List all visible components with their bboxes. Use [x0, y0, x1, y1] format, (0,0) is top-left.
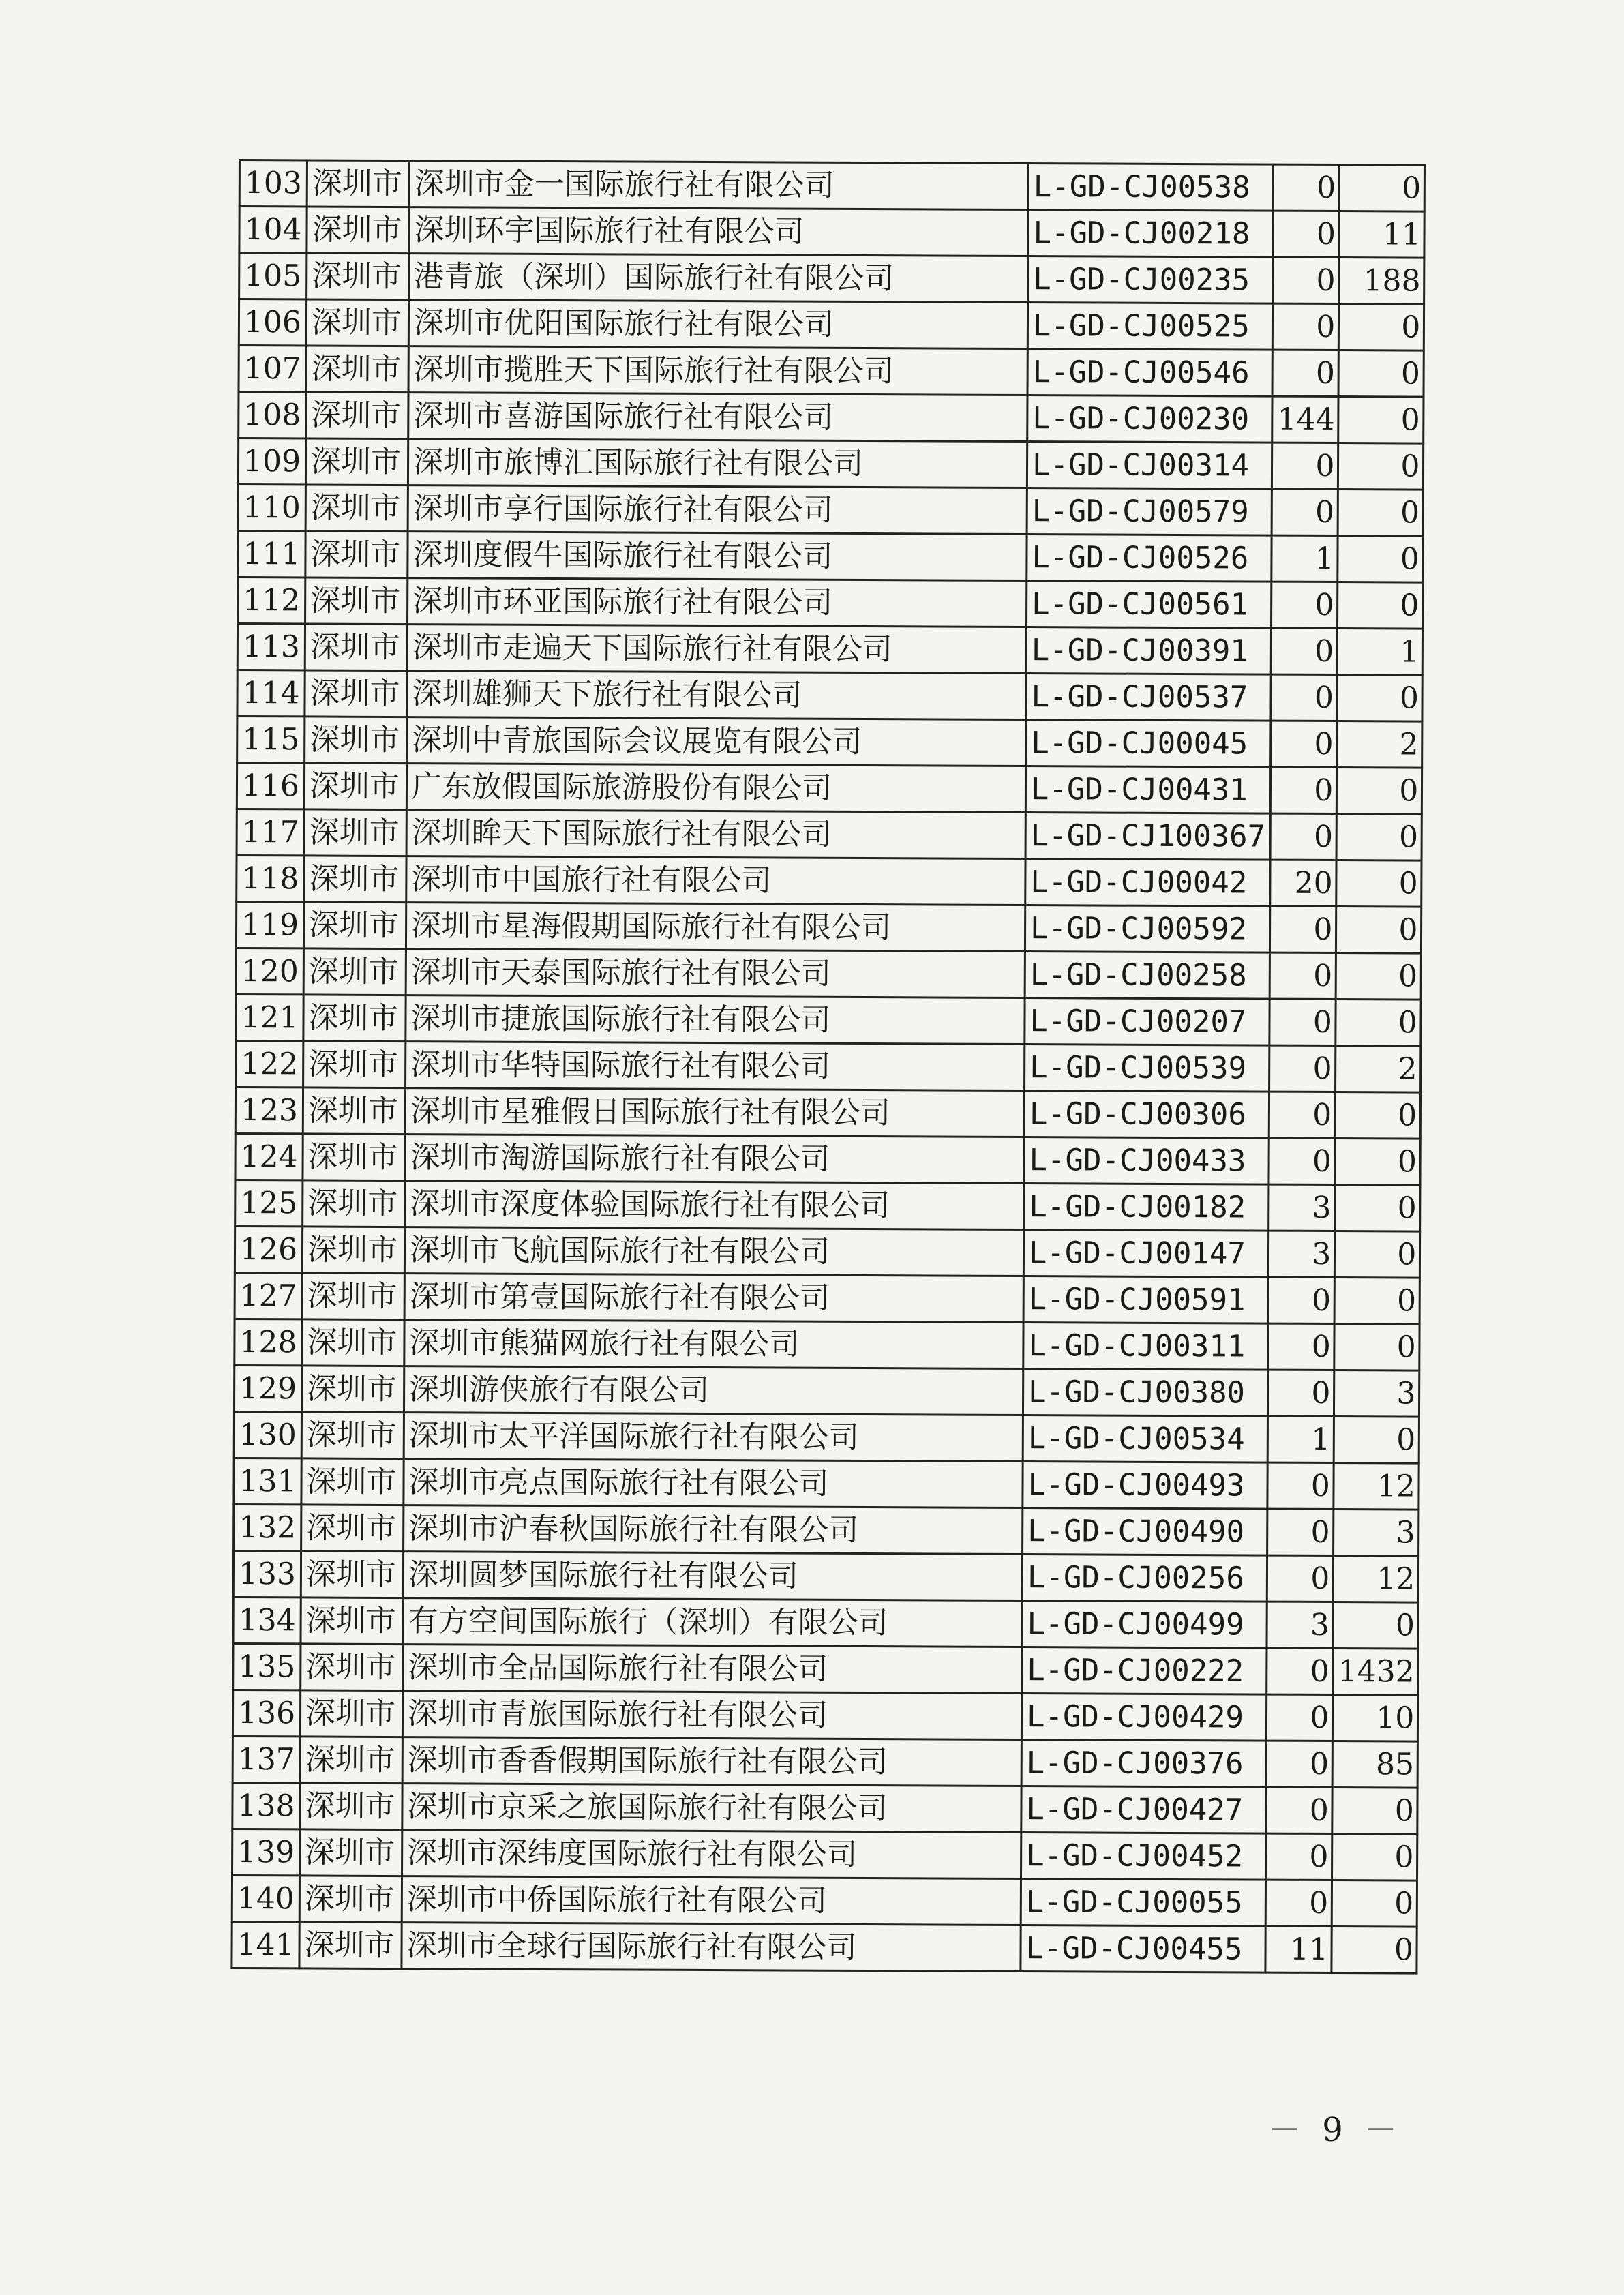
license-code-cell: L-GD-CJ00537: [1026, 674, 1272, 721]
count-b-cell: 3: [1334, 1510, 1419, 1557]
agency-name-cell: 深圳市熊猫网旅行社有限公司: [404, 1320, 1023, 1369]
table-row: [234, 1411, 1419, 1463]
count-b-cell: 0: [1338, 397, 1424, 444]
city-cell: 深圳市: [307, 207, 409, 254]
city-cell: 深圳市: [303, 1088, 405, 1135]
city-cell: 深圳市: [304, 856, 406, 903]
count-a-cell: 0: [1272, 489, 1338, 535]
license-code-cell: L-GD-CJ00045: [1026, 720, 1272, 768]
count-a-cell: 0: [1270, 906, 1336, 952]
agency-name-cell: 深圳市全品国际旅行社有限公司: [403, 1645, 1022, 1694]
agency-name-cell: 深圳市星雅假日国际旅行社有限公司: [405, 1088, 1024, 1137]
agency-name-cell: 深圳市亮点国际旅行社有限公司: [404, 1459, 1023, 1508]
agency-name-cell: 深圳市旅博汇国际旅行社有限公司: [408, 439, 1027, 488]
table-row: [232, 1829, 1418, 1880]
license-code-cell: L-GD-CJ00452: [1021, 1833, 1266, 1880]
table-row: [233, 1643, 1419, 1695]
row-number-cell: 129: [234, 1365, 301, 1411]
row-number-cell: 113: [237, 624, 305, 670]
row-number-cell: 119: [236, 901, 303, 948]
table-row: [235, 1180, 1421, 1231]
count-b-cell: 0: [1338, 582, 1423, 629]
city-cell: 深圳市: [299, 1876, 402, 1923]
count-a-cell: 3: [1269, 1231, 1335, 1277]
count-b-cell: 0: [1336, 907, 1422, 954]
row-number-cell: 133: [233, 1550, 301, 1597]
city-cell: 深圳市: [305, 438, 408, 485]
row-number-cell: 122: [236, 1040, 303, 1087]
row-number-cell: 139: [232, 1829, 300, 1875]
city-cell: 深圳市: [304, 763, 406, 810]
city-cell: 深圳市: [301, 1412, 404, 1459]
license-code-cell: L-GD-CJ100367: [1025, 813, 1271, 860]
city-cell: 深圳市: [304, 809, 406, 856]
row-number-cell: 127: [235, 1272, 302, 1319]
row-number-cell: 124: [235, 1133, 303, 1180]
agency-name-cell: 深圳市环亚国际旅行社有限公司: [408, 578, 1027, 627]
city-cell: 深圳市: [307, 160, 409, 207]
city-cell: 深圳市: [301, 1597, 403, 1645]
row-number-cell: 107: [239, 346, 306, 392]
count-a-cell: 0: [1273, 257, 1339, 303]
license-code-cell: L-GD-CJ00579: [1027, 488, 1272, 536]
table-row: [235, 1272, 1420, 1324]
agency-name-cell: 深圳市中国旅行社有限公司: [406, 856, 1025, 905]
row-number-cell: 132: [234, 1504, 301, 1550]
count-b-cell: 0: [1336, 1000, 1421, 1047]
license-code-cell: L-GD-CJ00534: [1023, 1415, 1268, 1463]
city-cell: 深圳市: [301, 1644, 403, 1691]
count-b-cell: 2: [1337, 721, 1422, 768]
row-number-cell: 110: [238, 485, 305, 531]
city-cell: 深圳市: [303, 948, 406, 995]
row-number-cell: 118: [237, 855, 304, 901]
row-number-cell: 128: [235, 1319, 302, 1365]
license-code-cell: L-GD-CJ00376: [1021, 1740, 1267, 1788]
city-cell: 深圳市: [306, 346, 408, 393]
row-number-cell: 121: [236, 994, 303, 1040]
count-b-cell: 0: [1339, 304, 1424, 351]
count-b-cell: 0: [1334, 1278, 1419, 1325]
table-row: [232, 1875, 1417, 1927]
row-number-cell: 141: [232, 1921, 299, 1968]
row-number-cell: 103: [239, 160, 307, 207]
city-cell: 深圳市: [305, 485, 408, 532]
count-b-cell: 0: [1332, 1927, 1417, 1974]
count-b-cell: 1: [1338, 629, 1423, 676]
agency-name-cell: 深圳市喜游国际旅行社有限公司: [408, 393, 1027, 442]
agency-name-cell: 深圳市京采之旅国际旅行社有限公司: [402, 1784, 1021, 1833]
count-a-cell: 0: [1266, 1787, 1332, 1833]
count-a-cell: 0: [1267, 1694, 1333, 1741]
agency-name-cell: 深圳市华特国际旅行社有限公司: [406, 1042, 1025, 1091]
row-number-cell: 138: [232, 1782, 300, 1829]
count-a-cell: 0: [1266, 1880, 1332, 1926]
license-code-cell: L-GD-CJ00591: [1023, 1276, 1269, 1324]
agency-name-cell: 深圳市沪春秋国际旅行社有限公司: [404, 1505, 1023, 1555]
count-a-cell: 20: [1270, 860, 1336, 906]
count-b-cell: 1432: [1333, 1649, 1418, 1696]
table-row: [238, 578, 1424, 629]
count-a-cell: 0: [1270, 813, 1336, 860]
license-code-cell: L-GD-CJ00427: [1021, 1786, 1267, 1834]
table-row: [237, 762, 1422, 814]
agency-name-cell: 深圳市中侨国际旅行社有限公司: [402, 1876, 1021, 1925]
count-a-cell: 0: [1272, 628, 1338, 674]
table-row: [235, 1087, 1421, 1139]
count-a-cell: 0: [1267, 1509, 1334, 1555]
table-row: [237, 809, 1422, 860]
city-cell: 深圳市: [305, 717, 407, 764]
table-row: [236, 901, 1422, 953]
license-code-cell: L-GD-CJ00147: [1023, 1230, 1269, 1278]
agency-name-cell: 深圳市青旅国际旅行社有限公司: [402, 1691, 1021, 1740]
license-code-cell: L-GD-CJ00561: [1026, 581, 1272, 629]
row-number-cell: 106: [239, 299, 306, 346]
city-cell: 深圳市: [303, 1134, 405, 1181]
agency-name-cell: 深圳环宇国际旅行社有限公司: [409, 207, 1028, 256]
table-row: [236, 994, 1422, 1046]
table-row: [235, 1133, 1421, 1185]
count-a-cell: 0: [1266, 1833, 1332, 1880]
license-code-cell: L-GD-CJ00222: [1022, 1647, 1267, 1695]
row-number-cell: 109: [238, 438, 305, 485]
agency-name-cell: 深圳市全球行国际旅行社有限公司: [402, 1923, 1021, 1972]
count-a-cell: 0: [1269, 999, 1336, 1045]
table-row: [232, 1736, 1418, 1788]
count-b-cell: 0: [1336, 1092, 1421, 1139]
row-number-cell: 114: [237, 670, 305, 716]
license-code-cell: L-GD-CJ00306: [1024, 1091, 1269, 1139]
table-row: [235, 1226, 1420, 1278]
license-code-cell: L-GD-CJ00525: [1027, 303, 1273, 350]
agency-table-body: [232, 160, 1425, 1974]
agency-name-cell: 深圳市优阳国际旅行社有限公司: [408, 300, 1027, 349]
table-row: [234, 1504, 1419, 1556]
city-cell: 深圳市: [303, 902, 406, 949]
table-row: [239, 346, 1424, 397]
city-cell: 深圳市: [305, 670, 407, 717]
count-b-cell: 0: [1336, 860, 1422, 907]
agency-name-cell: 深圳市淘游国际旅行社有限公司: [405, 1135, 1024, 1184]
row-number-cell: 116: [237, 762, 304, 809]
city-cell: 深圳市: [301, 1551, 403, 1598]
table-row: [238, 485, 1424, 537]
agency-name-cell: 有方空间国际旅行（深圳）有限公司: [403, 1598, 1022, 1647]
agency-name-cell: 深圳度假牛国际旅行社有限公司: [408, 532, 1027, 581]
license-code-cell: L-GD-CJ00546: [1027, 349, 1273, 397]
license-code-cell: L-GD-CJ00256: [1022, 1555, 1267, 1602]
license-code-cell: L-GD-CJ00538: [1028, 164, 1274, 211]
page-number: － 9 －: [1268, 2111, 1403, 2149]
row-number-cell: 126: [235, 1226, 302, 1272]
agency-name-cell: 深圳圆梦国际旅行社有限公司: [403, 1552, 1022, 1601]
row-number-cell: 137: [232, 1736, 300, 1782]
city-cell: 深圳市: [301, 1366, 404, 1413]
table-row: [237, 716, 1423, 768]
row-number-cell: 125: [235, 1180, 303, 1226]
table-row: [235, 1319, 1420, 1370]
license-code-cell: L-GD-CJ00391: [1026, 627, 1272, 675]
agency-name-cell: 深圳中青旅国际会议展览有限公司: [407, 717, 1026, 766]
city-cell: 深圳市: [303, 995, 406, 1042]
count-b-cell: 11: [1339, 211, 1424, 258]
city-cell: 深圳市: [301, 1505, 404, 1552]
table-row: [237, 855, 1422, 907]
agency-name-cell: 深圳市太平洋国际旅行社有限公司: [404, 1413, 1023, 1462]
city-cell: 深圳市: [305, 531, 408, 578]
count-b-cell: 188: [1339, 258, 1424, 305]
city-cell: 深圳市: [303, 1041, 406, 1088]
city-cell: 深圳市: [300, 1783, 402, 1830]
count-a-cell: 0: [1271, 721, 1337, 767]
count-a-cell: 0: [1266, 1741, 1332, 1787]
license-code-cell: L-GD-CJ00230: [1027, 395, 1273, 443]
count-b-cell: 0: [1338, 490, 1423, 537]
count-b-cell: 0: [1338, 443, 1424, 490]
count-b-cell: 0: [1334, 1417, 1419, 1464]
count-b-cell: 0: [1335, 1139, 1420, 1186]
agency-name-cell: 深圳市飞航国际旅行社有限公司: [404, 1227, 1023, 1276]
count-b-cell: 0: [1338, 350, 1424, 397]
agency-name-cell: 深圳市深纬度国际旅行社有限公司: [402, 1830, 1021, 1879]
table-row: [237, 624, 1423, 676]
row-number-cell: 131: [234, 1458, 301, 1504]
row-number-cell: 140: [232, 1875, 299, 1921]
row-number-cell: 104: [239, 207, 307, 253]
license-code-cell: L-GD-CJ00526: [1027, 535, 1272, 582]
table-row: [239, 299, 1424, 351]
count-a-cell: 0: [1268, 1323, 1334, 1370]
city-cell: 深圳市: [305, 578, 408, 625]
count-a-cell: 0: [1269, 1045, 1336, 1092]
license-code-cell: L-GD-CJ00431: [1025, 766, 1271, 814]
city-cell: 深圳市: [300, 1690, 402, 1737]
city-cell: 深圳市: [300, 1737, 402, 1784]
agency-name-cell: 深圳市星海假期国际旅行社有限公司: [406, 903, 1025, 952]
city-cell: 深圳市: [302, 1319, 404, 1366]
agency-name-cell: 深圳雄狮天下旅行社有限公司: [407, 671, 1026, 720]
agency-name-cell: 深圳市揽胜天下国际旅行社有限公司: [408, 346, 1027, 395]
count-b-cell: 0: [1336, 953, 1421, 1000]
count-a-cell: 0: [1271, 767, 1337, 813]
row-number-cell: 115: [237, 716, 305, 762]
agency-name-cell: 深圳市走遍天下国际旅行社有限公司: [407, 625, 1026, 674]
license-code-cell: L-GD-CJ00433: [1024, 1137, 1269, 1185]
table-row: [238, 531, 1424, 583]
license-code-cell: L-GD-CJ00042: [1025, 859, 1271, 907]
count-a-cell: 0: [1271, 674, 1337, 721]
count-a-cell: 0: [1272, 350, 1338, 396]
row-number-cell: 136: [232, 1690, 300, 1736]
row-number-cell: 111: [238, 531, 305, 578]
count-b-cell: 0: [1336, 814, 1422, 861]
count-a-cell: 11: [1265, 1926, 1332, 1972]
table-row: [232, 1782, 1418, 1834]
row-number-cell: 108: [239, 392, 306, 438]
table-row: [238, 438, 1424, 490]
license-code-cell: L-GD-CJ00592: [1025, 905, 1270, 953]
license-code-cell: L-GD-CJ00490: [1023, 1508, 1268, 1556]
license-code-cell: L-GD-CJ00182: [1024, 1184, 1269, 1231]
license-code-cell: L-GD-CJ00493: [1023, 1462, 1268, 1510]
agency-name-cell: 深圳市深度体验国际旅行社有限公司: [405, 1181, 1024, 1230]
count-b-cell: 0: [1337, 675, 1422, 722]
row-number-cell: 105: [239, 253, 307, 299]
count-b-cell: 0: [1335, 1185, 1420, 1232]
count-a-cell: 0: [1269, 952, 1336, 999]
license-code-cell: L-GD-CJ00455: [1021, 1925, 1266, 1973]
table-row: [234, 1458, 1419, 1510]
city-cell: 深圳市: [302, 1273, 404, 1320]
count-a-cell: 0: [1273, 211, 1339, 257]
count-a-cell: 1: [1268, 1416, 1334, 1462]
license-code-cell: L-GD-CJ00539: [1025, 1045, 1270, 1092]
count-b-cell: 0: [1340, 165, 1425, 212]
count-b-cell: 10: [1333, 1695, 1418, 1742]
license-code-cell: L-GD-CJ00314: [1027, 442, 1272, 490]
table-row: [239, 253, 1425, 305]
agency-name-cell: 深圳市捷旅国际旅行社有限公司: [406, 995, 1025, 1045]
table-row: [234, 1365, 1419, 1417]
count-a-cell: 0: [1268, 1277, 1334, 1323]
row-number-cell: 130: [234, 1411, 301, 1458]
city-cell: 深圳市: [306, 392, 408, 439]
count-a-cell: 0: [1269, 1138, 1335, 1184]
agency-name-cell: 港青旅（深圳）国际旅行社有限公司: [409, 254, 1028, 303]
count-b-cell: 0: [1334, 1324, 1419, 1371]
count-a-cell: 0: [1268, 1370, 1334, 1416]
city-cell: 深圳市: [299, 1922, 402, 1969]
city-cell: 深圳市: [301, 1458, 404, 1505]
table-row: [232, 1921, 1417, 1973]
license-code-cell: L-GD-CJ00235: [1028, 256, 1274, 304]
count-a-cell: 0: [1267, 1648, 1333, 1694]
license-code-cell: L-GD-CJ00311: [1023, 1323, 1269, 1370]
row-number-cell: 123: [235, 1087, 303, 1133]
row-number-cell: 134: [233, 1597, 301, 1643]
count-a-cell: 0: [1273, 303, 1339, 350]
count-b-cell: 3: [1334, 1370, 1419, 1418]
count-a-cell: 0: [1269, 1092, 1336, 1138]
city-cell: 深圳市: [305, 624, 407, 671]
license-code-cell: L-GD-CJ00380: [1023, 1369, 1268, 1417]
license-code-cell: L-GD-CJ00429: [1021, 1694, 1267, 1741]
count-a-cell: 3: [1269, 1184, 1335, 1231]
agency-name-cell: 深圳市第壹国际旅行社有限公司: [404, 1274, 1023, 1323]
license-code-cell: L-GD-CJ00499: [1022, 1601, 1267, 1649]
count-a-cell: 0: [1267, 1555, 1334, 1602]
license-code-cell: L-GD-CJ00207: [1025, 998, 1270, 1046]
agency-name-cell: 深圳眸天下国际旅行社有限公司: [406, 810, 1025, 859]
count-a-cell: 3: [1267, 1602, 1333, 1648]
agency-name-cell: 深圳游侠旅行有限公司: [404, 1366, 1023, 1415]
row-number-cell: 112: [238, 578, 305, 624]
agency-name-cell: 深圳市享行国际旅行社有限公司: [408, 485, 1027, 535]
count-b-cell: 12: [1334, 1463, 1419, 1510]
table-row: [236, 948, 1422, 1000]
city-cell: 深圳市: [302, 1227, 404, 1274]
count-b-cell: 0: [1333, 1602, 1418, 1649]
city-cell: 深圳市: [303, 1180, 405, 1227]
count-b-cell: 0: [1332, 1834, 1417, 1881]
count-a-cell: 1: [1272, 535, 1338, 582]
agency-name-cell: 深圳市香香假期国际旅行社有限公司: [402, 1737, 1021, 1786]
row-number-cell: 120: [236, 948, 303, 994]
table-row: [233, 1597, 1419, 1649]
count-b-cell: 2: [1336, 1046, 1421, 1093]
city-cell: 深圳市: [307, 253, 409, 300]
agency-name-cell: 深圳市天泰国际旅行社有限公司: [406, 949, 1025, 998]
table-row: [237, 670, 1423, 721]
city-cell: 深圳市: [306, 299, 408, 346]
table-row: [239, 207, 1425, 258]
count-a-cell: 0: [1274, 164, 1340, 211]
row-number-cell: 117: [237, 809, 304, 855]
count-b-cell: 0: [1338, 536, 1423, 583]
license-code-cell: L-GD-CJ00218: [1028, 210, 1274, 258]
agency-table: [230, 159, 1426, 1975]
count-a-cell: 144: [1272, 396, 1338, 442]
count-b-cell: 0: [1332, 1788, 1417, 1835]
table-row: [239, 160, 1425, 212]
count-b-cell: 85: [1332, 1741, 1417, 1788]
count-b-cell: 0: [1337, 768, 1422, 815]
count-b-cell: 0: [1335, 1231, 1420, 1278]
city-cell: 深圳市: [299, 1829, 402, 1876]
table-row: [233, 1550, 1419, 1602]
table-row: [232, 1690, 1418, 1741]
license-code-cell: L-GD-CJ00258: [1025, 952, 1270, 1000]
count-b-cell: 12: [1334, 1556, 1419, 1603]
row-number-cell: 135: [233, 1643, 301, 1690]
count-a-cell: 0: [1267, 1462, 1334, 1509]
table-row: [236, 1040, 1422, 1092]
agency-name-cell: 广东放假国际旅游股份有限公司: [406, 764, 1025, 813]
license-code-cell: L-GD-CJ00055: [1021, 1879, 1266, 1927]
table-row: [239, 392, 1424, 444]
count-a-cell: 0: [1272, 442, 1338, 489]
count-a-cell: 0: [1272, 582, 1338, 628]
count-b-cell: 0: [1332, 1880, 1417, 1927]
agency-name-cell: 深圳市金一国际旅行社有限公司: [409, 161, 1028, 210]
